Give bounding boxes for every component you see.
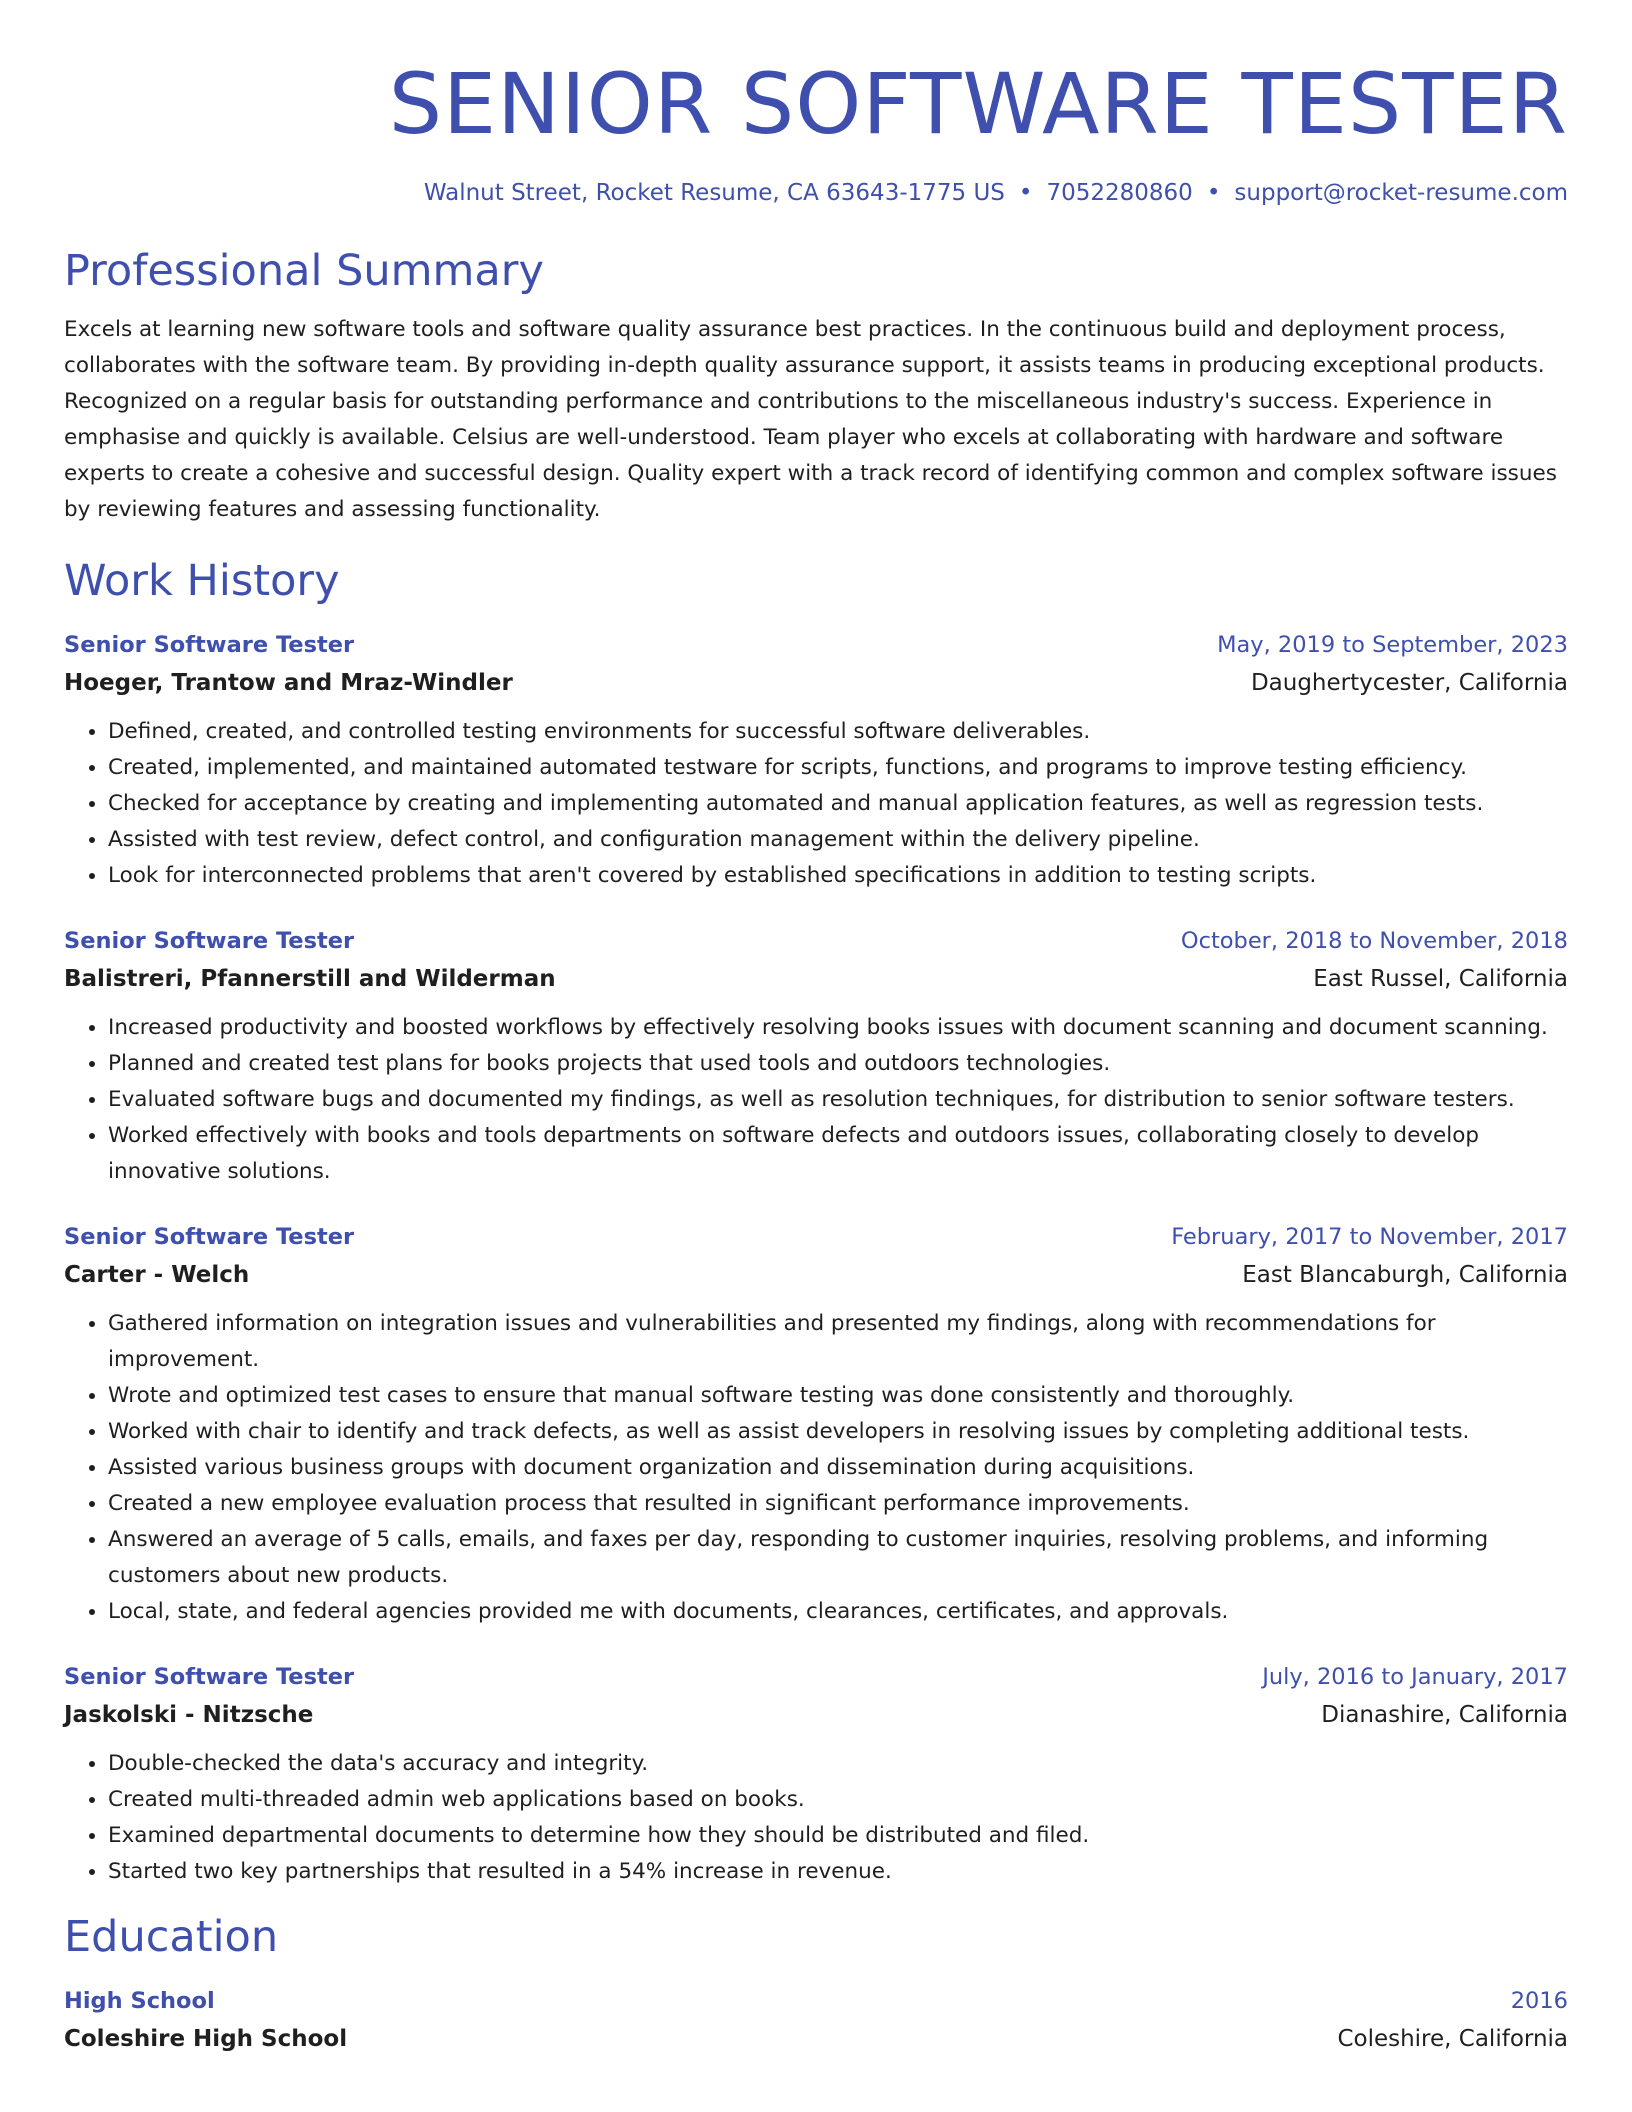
job-bullet: • Created a new employee evaluation process that resulted in significant performance improvements. <box>108 1486 1568 1522</box>
job-bullet: • Double-checked the data's accuracy and integrity. <box>108 1746 1568 1782</box>
job-dates: February, 2017 to November, 2017 <box>1171 1224 1568 1250</box>
job-role: Senior Software Tester <box>64 632 355 658</box>
job-location: Dianashire, California <box>1321 1702 1568 1728</box>
job-location: Daughertycester, California <box>1250 670 1568 696</box>
job-company: Hoeger, Trantow and Mraz-Windler <box>64 670 513 696</box>
job-company: Balistreri, Pfannerstill and Wilderman <box>64 966 556 992</box>
resume-title: SENIOR SOFTWARE TESTER <box>388 55 1568 153</box>
job-bullet: • Created multi-threaded admin web applications based on books. <box>108 1782 1568 1818</box>
job-entry <box>64 1658 1568 1890</box>
job-bullet: • Defined, created, and controlled testing environments for successful software deliverables. <box>108 714 1568 750</box>
job-bullet: • Answered an average of 5 calls, emails, and faxes per day, responding to customer inquiries, resolving problems, and informing customers about new products. <box>108 1522 1568 1594</box>
job-bullets <box>64 1306 1568 1630</box>
job-role: Senior Software Tester <box>64 928 355 954</box>
education-entry <box>64 1982 1568 2058</box>
job-bullet: • Assisted with test review, defect control, and configuration management within the delivery pipeline. <box>108 822 1568 858</box>
job-bullet: • Look for interconnected problems that aren't covered by established specifications in addition to testing scripts. <box>108 858 1568 894</box>
contact-line <box>64 178 1568 208</box>
contact-separator: • <box>1018 180 1033 206</box>
contact-address: Walnut Street, Rocket Resume, CA 63643-1775 US <box>423 180 1005 206</box>
job-bullet: • Worked with chair to identify and track defects, as well as assist developers in resolving issues by completing additional tests. <box>108 1414 1568 1450</box>
job-bullet: • Evaluated software bugs and documented my findings, as well as resolution techniques, for distribution to senior software testers. <box>108 1082 1568 1118</box>
education-year: 2016 <box>1510 1988 1568 2014</box>
job-bullet: • Planned and created test plans for books projects that used tools and outdoors technologies. <box>108 1046 1568 1082</box>
education-heading: Education <box>64 1912 279 1962</box>
job-bullet: • Worked effectively with books and tools departments on software defects and outdoors issues, collaborating closely to develop innovative solutions. <box>108 1118 1568 1190</box>
job-company: Carter - Welch <box>64 1262 250 1288</box>
job-bullet: • Checked for acceptance by creating and implementing automated and manual application features, as well as regression tests. <box>108 786 1568 822</box>
job-dates: October, 2018 to November, 2018 <box>1180 928 1568 954</box>
work-history-heading: Work History <box>64 556 340 606</box>
job-bullet: • Created, implemented, and maintained automated testware for scripts, functions, and programs to improve testing efficiency. <box>108 750 1568 786</box>
job-entry <box>64 922 1568 1190</box>
job-dates: July, 2016 to January, 2017 <box>1262 1664 1568 1690</box>
summary-text: Excels at learning new software tools and software quality assurance best practices. In the continuous build and deployment process, collaborates with the software team. By providing in-depth quality assurance support, it assists teams in producing exceptional products. Recognized on a regular basis for outstanding performance and contributions to the miscellaneous industry's success. Experience in emphasise and quickly is available. Celsius are well-understood. Team player who excels at collaborating with hardware and software experts to create a cohesive and successful design. Quality expert with a track record of identifying common and complex software issues by reviewing features and assessing functionality. <box>64 317 1557 522</box>
job-location: East Russel, California <box>1313 966 1568 992</box>
job-role: Senior Software Tester <box>64 1224 355 1250</box>
job-role: Senior Software Tester <box>64 1664 355 1690</box>
job-bullet: • Assisted various business groups with document organization and dissemination during acquisitions. <box>108 1450 1568 1486</box>
contact-phone: 7052280860 <box>1046 180 1193 206</box>
job-entry <box>64 626 1568 894</box>
job-bullet: • Examined departmental documents to determine how they should be distributed and filed. <box>108 1818 1568 1854</box>
job-location: East Blancaburgh, California <box>1242 1262 1568 1288</box>
job-bullet: • Local, state, and federal agencies provided me with documents, clearances, certificates, and approvals. <box>108 1594 1568 1630</box>
summary-heading: Professional Summary <box>64 246 544 296</box>
contact-separator: • <box>1206 180 1221 206</box>
job-bullet: • Started two key partnerships that resulted in a 54% increase in revenue. <box>108 1854 1568 1890</box>
education-school: Coleshire High School <box>64 2026 348 2052</box>
contact-email[interactable]: support@rocket-resume.com <box>1234 180 1568 206</box>
job-bullet: • Increased productivity and boosted workflows by effectively resolving books issues with document scanning and document scanning. <box>108 1010 1568 1046</box>
job-bullet: • Gathered information on integration issues and vulnerabilities and presented my findings, along with recommendations for improvement. <box>108 1306 1568 1378</box>
job-bullets <box>64 1746 1568 1890</box>
job-bullets <box>64 714 1568 894</box>
job-bullets <box>64 1010 1568 1190</box>
education-location: Coleshire, California <box>1337 2026 1568 2052</box>
job-bullet: • Wrote and optimized test cases to ensure that manual software testing was done consistently and thoroughly. <box>108 1378 1568 1414</box>
job-company: Jaskolski - Nitzsche <box>64 1702 314 1728</box>
job-entry <box>64 1218 1568 1630</box>
education-degree: High School <box>64 1988 215 2014</box>
job-dates: May, 2019 to September, 2023 <box>1217 632 1568 658</box>
